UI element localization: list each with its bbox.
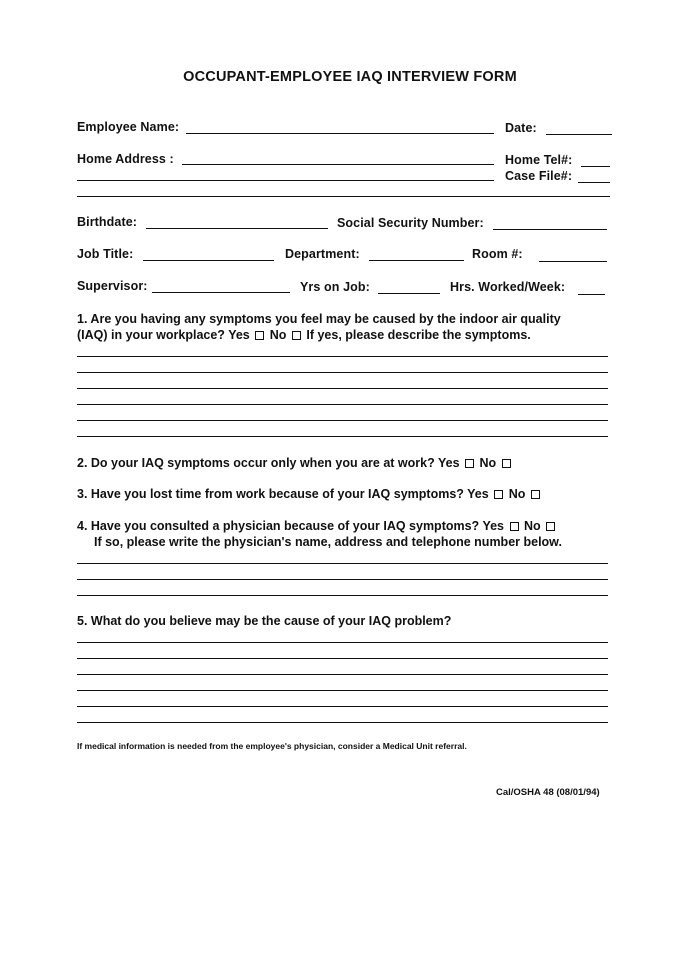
birthdate-field[interactable]: [146, 213, 328, 229]
question-4-line-2: If so, please write the physician's name, address and telephone number below.: [94, 535, 562, 549]
question-1-no-checkbox[interactable]: [292, 331, 301, 340]
question-2: [77, 455, 513, 471]
answer-line[interactable]: [77, 420, 608, 421]
answer-line[interactable]: [77, 658, 608, 659]
form-id: Cal/OSHA 48 (08/01/94): [496, 787, 600, 798]
question-4-yes-label: Yes: [482, 519, 505, 533]
question-1-yes-checkbox[interactable]: [255, 331, 264, 340]
ssn-label: Social Security Number:: [337, 216, 484, 230]
answer-line[interactable]: [77, 595, 608, 596]
room-field[interactable]: [539, 246, 607, 262]
answer-line[interactable]: [77, 436, 608, 437]
question-4-text: 4. Have you consulted a physician because of your IAQ symptoms?: [77, 519, 480, 533]
question-1-no-label: No: [269, 328, 287, 342]
question-3-text: 3. Have you lost time from work because of your IAQ symptoms?: [77, 487, 464, 501]
answer-line[interactable]: [77, 404, 608, 405]
answer-line[interactable]: [77, 356, 608, 357]
supervisor-field[interactable]: [152, 277, 290, 293]
question-3-yes-checkbox[interactable]: [494, 490, 503, 499]
answer-line[interactable]: [77, 388, 608, 389]
question-3-no-label: No: [508, 487, 526, 501]
ssn-field[interactable]: [493, 214, 607, 230]
question-4-line-1: [77, 518, 557, 534]
room-label: Room #:: [472, 247, 523, 261]
footer-note: If medical information is needed from the employee's physician, consider a Medical Unit referral.: [77, 741, 467, 751]
question-5: 5. What do you believe may be the cause of your IAQ problem?: [77, 614, 452, 628]
employee-name-field[interactable]: [186, 118, 494, 134]
question-1-line-2: [77, 327, 531, 343]
employee-name-label: Employee Name:: [77, 120, 180, 134]
department-field[interactable]: [369, 245, 464, 261]
job-title-label: Job Title:: [77, 247, 134, 261]
question-2-yes-checkbox[interactable]: [465, 459, 474, 468]
question-3: [77, 486, 542, 502]
answer-line[interactable]: [77, 563, 608, 564]
answer-line[interactable]: [77, 722, 608, 723]
question-3-yes-label: Yes: [467, 487, 489, 501]
question-1-line-1: 1. Are you having any symptoms you feel may be caused by the indoor air quality: [77, 312, 561, 326]
case-file-label: Case File#:: [505, 169, 573, 183]
answer-line[interactable]: [77, 690, 608, 691]
home-address-field-1[interactable]: [182, 149, 494, 165]
question-4-no-checkbox[interactable]: [546, 522, 555, 531]
date-label: Date:: [505, 121, 537, 135]
yrs-on-job-label: Yrs on Job:: [300, 280, 370, 294]
question-2-no-checkbox[interactable]: [502, 459, 511, 468]
answer-line[interactable]: [77, 579, 608, 580]
question-1-yes-label: Yes: [228, 328, 250, 342]
question-2-no-label: No: [479, 456, 497, 470]
hrs-worked-field[interactable]: [578, 279, 605, 295]
supervisor-label: Supervisor:: [77, 279, 148, 293]
answer-line[interactable]: [77, 706, 608, 707]
birthdate-label: Birthdate:: [77, 215, 138, 229]
date-field[interactable]: [546, 119, 612, 135]
hrs-worked-label: Hrs. Worked/Week:: [450, 280, 566, 294]
answer-line[interactable]: [77, 642, 608, 643]
question-4-no-label: No: [523, 519, 541, 533]
yrs-on-job-field[interactable]: [378, 278, 440, 294]
question-2-yes-label: Yes: [437, 456, 460, 470]
home-address-label: Home Address :: [77, 152, 174, 166]
question-2-text: 2. Do your IAQ symptoms occur only when you are at work?: [77, 456, 435, 470]
question-1-prefix: (IAQ) in your workplace?: [77, 328, 225, 342]
home-address-field-3[interactable]: [77, 181, 610, 197]
answer-line[interactable]: [77, 674, 608, 675]
answer-line[interactable]: [77, 372, 608, 373]
department-label: Department:: [285, 247, 360, 261]
home-address-field-2[interactable]: [77, 165, 494, 181]
home-tel-field[interactable]: [581, 151, 610, 167]
question-4-yes-checkbox[interactable]: [510, 522, 519, 531]
form-title: OCCUPANT-EMPLOYEE IAQ INTERVIEW FORM: [183, 69, 517, 85]
home-tel-label: Home Tel#:: [505, 153, 573, 167]
job-title-field[interactable]: [143, 245, 274, 261]
question-3-no-checkbox[interactable]: [531, 490, 540, 499]
question-1-suffix: If yes, please describe the symptoms.: [306, 328, 531, 342]
